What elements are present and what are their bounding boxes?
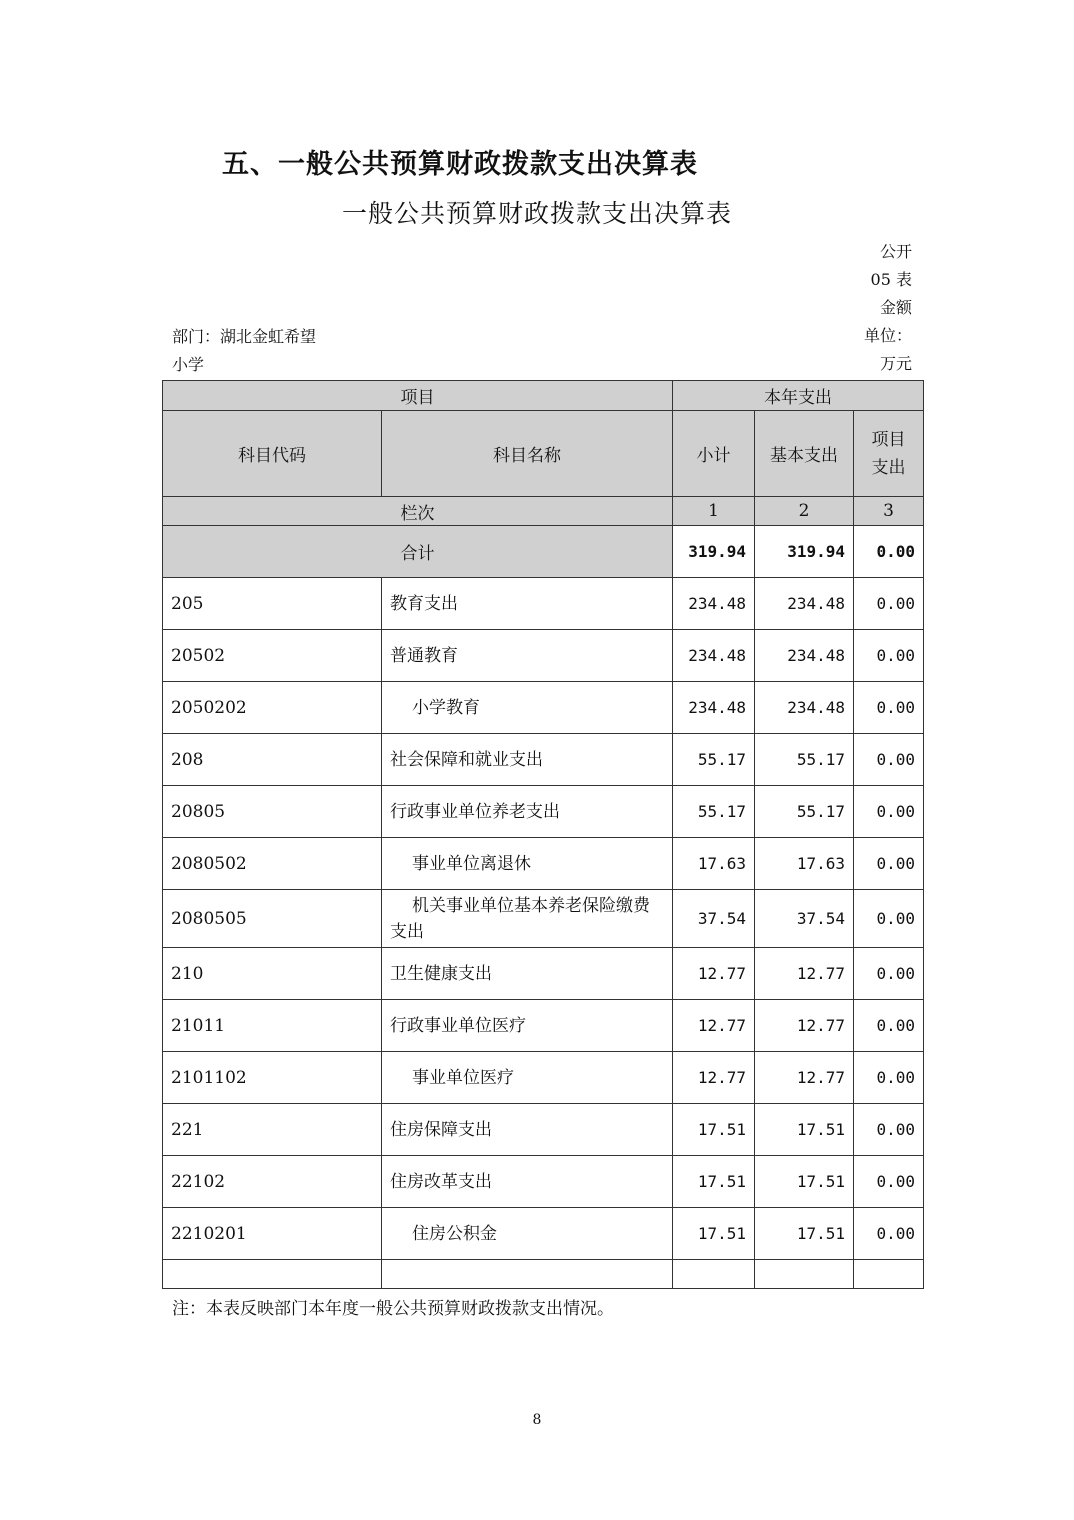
row-project: 0.00 (854, 948, 924, 1000)
row-project: 0.00 (854, 1156, 924, 1208)
row-subtotal: 17.51 (673, 1156, 755, 1208)
row-code: 221 (163, 1104, 382, 1156)
row-project: 0.00 (854, 734, 924, 786)
row-subtotal: 17.51 (673, 1104, 755, 1156)
table-row (163, 578, 924, 630)
row-subtotal: 12.77 (673, 1052, 755, 1104)
row-basic: 17.51 (755, 1208, 854, 1260)
row-name: 事业单位离退休 (382, 838, 673, 890)
row-code: 2101102 (163, 1052, 382, 1104)
row-name: 住房改革支出 (382, 1156, 673, 1208)
row-name-text: 机关事业单位基本养老保险缴费支出 (390, 895, 650, 942)
row-project: 0.00 (854, 630, 924, 682)
row-name: 住房公积金 (382, 1208, 673, 1260)
row-code: 22102 (163, 1156, 382, 1208)
row-subtotal: 234.48 (673, 578, 755, 630)
row-project: 0.00 (854, 838, 924, 890)
table-info (852, 238, 912, 378)
row-name: 社会保障和就业支出 (382, 734, 673, 786)
total-project: 0.00 (854, 526, 924, 578)
empty-cell (163, 1260, 382, 1289)
header-code: 科目代码 (163, 411, 382, 497)
row-name: 教育支出 (382, 578, 673, 630)
row-basic: 234.48 (755, 578, 854, 630)
header-basic: 基本支出 (755, 411, 854, 497)
row-basic: 12.77 (755, 948, 854, 1000)
total-basic: 319.94 (755, 526, 854, 578)
table-row (163, 1052, 924, 1104)
department-line-1: 部门：湖北金虹希望 (172, 327, 317, 346)
page-number: 8 (532, 1412, 542, 1428)
row-code: 210 (163, 948, 382, 1000)
row-basic: 55.17 (755, 786, 854, 838)
header-project: 项目 (163, 381, 673, 411)
header-project-exp-line-1: 项目 (871, 429, 906, 450)
row-subtotal: 12.77 (673, 1000, 755, 1052)
row-basic: 12.77 (755, 1000, 854, 1052)
row-code: 208 (163, 734, 382, 786)
row-name: 行政事业单位医疗 (382, 1000, 673, 1052)
table-row (163, 1000, 924, 1052)
row-name (382, 890, 673, 948)
header-col-3: 3 (854, 497, 924, 526)
row-project: 0.00 (854, 1104, 924, 1156)
table-row (163, 1208, 924, 1260)
total-label: 合计 (163, 526, 673, 578)
header-col-2: 2 (755, 497, 854, 526)
empty-cell (382, 1260, 673, 1289)
row-project: 0.00 (854, 1000, 924, 1052)
row-code: 2210201 (163, 1208, 382, 1260)
row-name: 普通教育 (382, 630, 673, 682)
table-number: 05 表 (870, 270, 912, 289)
unit-label: 单位： (863, 326, 912, 345)
row-basic: 12.77 (755, 1052, 854, 1104)
amount-label: 金额 (879, 298, 912, 317)
row-basic: 17.51 (755, 1156, 854, 1208)
row-project: 0.00 (854, 1208, 924, 1260)
document-title: 一般公共预算财政拨款支出决算表 (341, 199, 732, 228)
row-project: 0.00 (854, 682, 924, 734)
table-row (163, 786, 924, 838)
row-name: 住房保障支出 (382, 1104, 673, 1156)
total-subtotal: 319.94 (673, 526, 755, 578)
row-basic: 234.48 (755, 630, 854, 682)
table-row (163, 682, 924, 734)
row-basic: 234.48 (755, 682, 854, 734)
row-code: 205 (163, 578, 382, 630)
table-row (163, 838, 924, 890)
table-note: 注：本表反映部门本年度一般公共预算财政拨款支出情况。 (172, 1299, 614, 1319)
row-project: 0.00 (854, 1052, 924, 1104)
row-subtotal: 234.48 (673, 682, 755, 734)
table-row (163, 630, 924, 682)
row-code: 2080505 (163, 890, 382, 948)
row-basic: 17.51 (755, 1104, 854, 1156)
row-subtotal: 234.48 (673, 630, 755, 682)
department-line-2: 小学 (172, 355, 205, 374)
row-subtotal: 12.77 (673, 948, 755, 1000)
empty-cell (854, 1260, 924, 1289)
row-subtotal: 37.54 (673, 890, 755, 948)
table-row (163, 890, 924, 948)
section-title: 五、一般公共预算财政拨款支出决算表 (222, 149, 698, 180)
row-name: 小学教育 (382, 682, 673, 734)
row-project: 0.00 (854, 890, 924, 948)
empty-cell (673, 1260, 755, 1289)
row-code: 2080502 (163, 838, 382, 890)
row-code: 2050202 (163, 682, 382, 734)
row-basic: 37.54 (755, 890, 854, 948)
row-basic: 17.63 (755, 838, 854, 890)
empty-row (163, 1260, 924, 1289)
row-subtotal: 17.51 (673, 1208, 755, 1260)
row-project: 0.00 (854, 786, 924, 838)
table-row (163, 1104, 924, 1156)
row-name: 事业单位医疗 (382, 1052, 673, 1104)
table-row (163, 948, 924, 1000)
row-code: 20805 (163, 786, 382, 838)
row-code: 21011 (163, 1000, 382, 1052)
header-project-exp-line-2: 支出 (871, 457, 906, 478)
header-current-year: 本年支出 (673, 381, 924, 411)
unit-value: 万元 (879, 354, 912, 373)
row-name: 卫生健康支出 (382, 948, 673, 1000)
expenditure-table (162, 380, 924, 1289)
header-subtotal: 小计 (673, 411, 755, 497)
row-name: 行政事业单位养老支出 (382, 786, 673, 838)
row-basic: 55.17 (755, 734, 854, 786)
header-name: 科目名称 (382, 411, 673, 497)
row-subtotal: 55.17 (673, 786, 755, 838)
row-project: 0.00 (854, 578, 924, 630)
header-column-order: 栏次 (163, 497, 673, 526)
header-col-1: 1 (673, 497, 755, 526)
row-subtotal: 55.17 (673, 734, 755, 786)
empty-cell (755, 1260, 854, 1289)
row-code: 20502 (163, 630, 382, 682)
row-subtotal: 17.63 (673, 838, 755, 890)
header-project-expenditure (854, 411, 924, 497)
table-row (163, 1156, 924, 1208)
department-info (172, 323, 342, 379)
disclosure-label: 公开 (879, 242, 912, 261)
table-row (163, 734, 924, 786)
